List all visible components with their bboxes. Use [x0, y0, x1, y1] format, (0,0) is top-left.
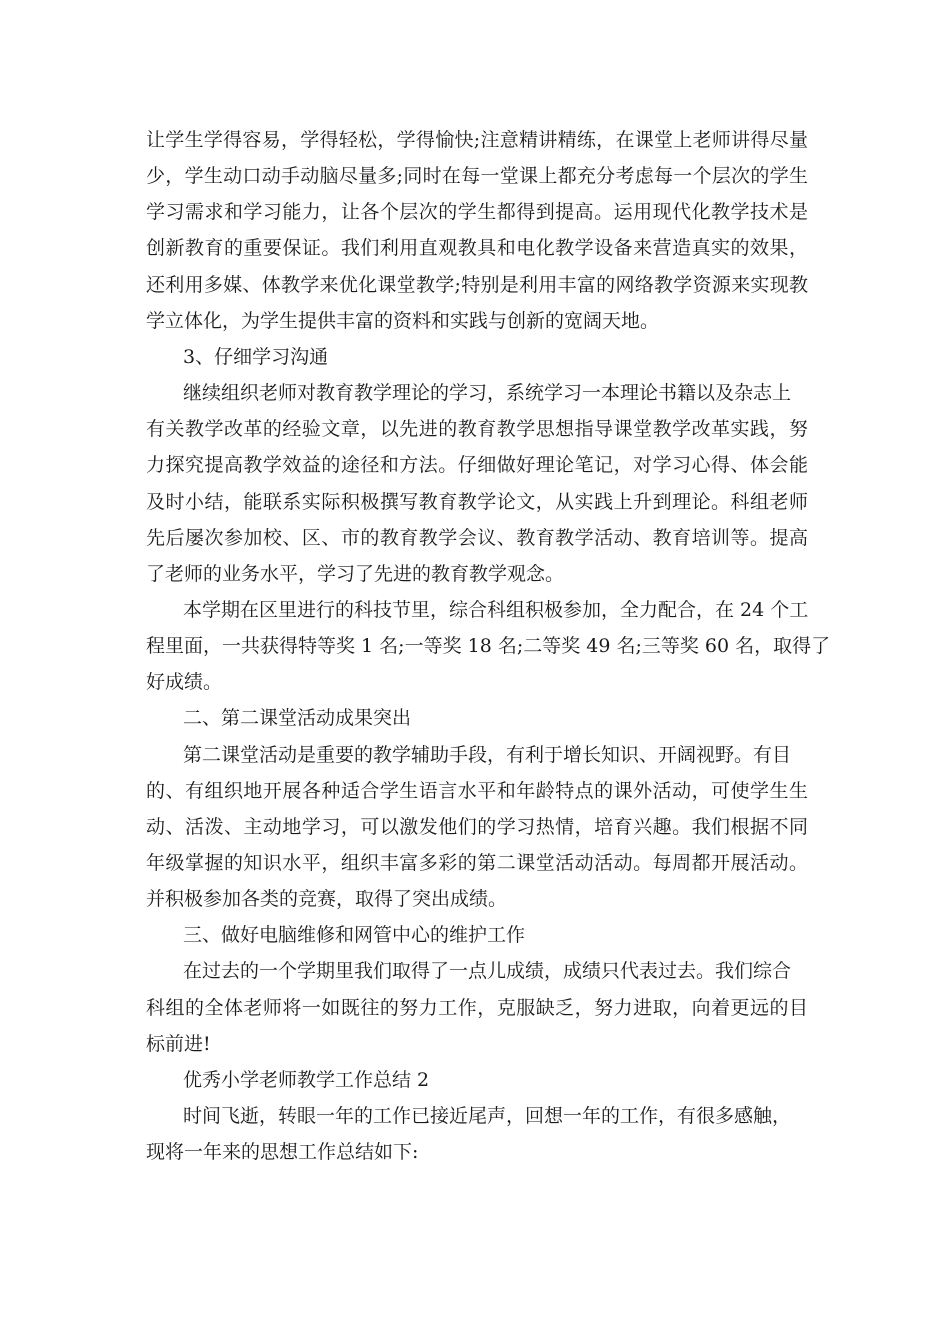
text-line: 3、仔细学习沟通	[183, 345, 329, 368]
text-line: 力探究提高教学效益的途径和方法。仔细做好理论笔记，对学习心得、体会能	[146, 454, 808, 477]
text-line: 继续组织老师对教育教学理论的学习，系统学习一本理论书籍以及杂志上	[183, 382, 792, 405]
text-line: 动、活泼、主动地学习，可以激发他们的学习热情，培育兴趣。我们根据不同	[146, 815, 808, 838]
text-line: 学习需求和学习能力，让各个层次的学生都得到提高。运用现代化教学技术是	[146, 201, 808, 224]
text-line: 创新教育的重要保证。我们利用直观教具和电化教学设备来营造真实的效果，	[146, 237, 808, 260]
text-line: 先后屡次参加校、区、市的教育教学会议、教育教学活动、教育培训等。提高	[146, 526, 808, 549]
text-line: 学立体化，为学生提供丰富的资料和实践与创新的宽阔天地。	[146, 309, 660, 332]
text-line: 三、做好电脑维修和网管中心的维护工作	[183, 924, 526, 947]
text-line: 第二课堂活动是重要的教学辅助手段，有利于增长知识、开阔视野。有目	[183, 743, 792, 766]
text-line: 让学生学得容易，学得轻松，学得愉快;注意精讲精练，在课堂上老师讲得尽量	[146, 129, 808, 151]
text-line: 本学期在区里进行的科技节里，综合科组积极参加，全力配合，在 24 个工	[183, 598, 809, 621]
text-line: 在过去的一个学期里我们取得了一点儿成绩，成绩只代表过去。我们综合	[183, 960, 792, 983]
text-line: 还利用多媒、体教学来优化课堂教学;特别是利用丰富的网络教学资源来实现教	[146, 273, 808, 296]
text-line: 时间飞逝，转眼一年的工作已接近尾声，回想一年的工作，有很多感触，	[183, 1105, 792, 1128]
text-line: 程里面，一共获得特等奖 1 名;一等奖 18 名;二等奖 49 名;三等奖 60 名，取得了	[146, 635, 831, 658]
text-line: 二、第二课堂活动成果突出	[183, 707, 412, 730]
text-line: 有关教学改革的经验文章，以先进的教育教学思想指导课堂教学改革实践，努	[146, 418, 808, 441]
text-line: 标前进!	[146, 1032, 211, 1055]
text-line: 的、有组织地开展各种适合学生语言水平和年龄特点的课外活动，可使学生生	[146, 779, 808, 802]
text-line: 及时小结，能联系实际积极撰写教育教学论文，从实践上升到理论。科组老师	[146, 490, 808, 513]
text-line: 了老师的业务水平，学习了先进的教育教学观念。	[146, 562, 565, 585]
text-line: 优秀小学老师教学工作总结 2	[183, 1068, 430, 1091]
text-line: 科组的全体老师将一如既往的努力工作，克服缺乏，努力进取，向着更远的目	[146, 996, 808, 1019]
text-line: 少，学生动口动手动脑尽量多;同时在每一堂课上都充分考虑每一个层次的学生	[146, 165, 808, 188]
text-line: 好成绩。	[146, 671, 223, 694]
text-line: 现将一年来的思想工作总结如下:	[146, 1141, 419, 1164]
text-line: 年级掌握的知识水平，组织丰富多彩的第二课堂活动活动。每周都开展活动。	[146, 852, 808, 874]
text-line: 并积极参加各类的竞赛，取得了突出成绩。	[146, 888, 508, 911]
